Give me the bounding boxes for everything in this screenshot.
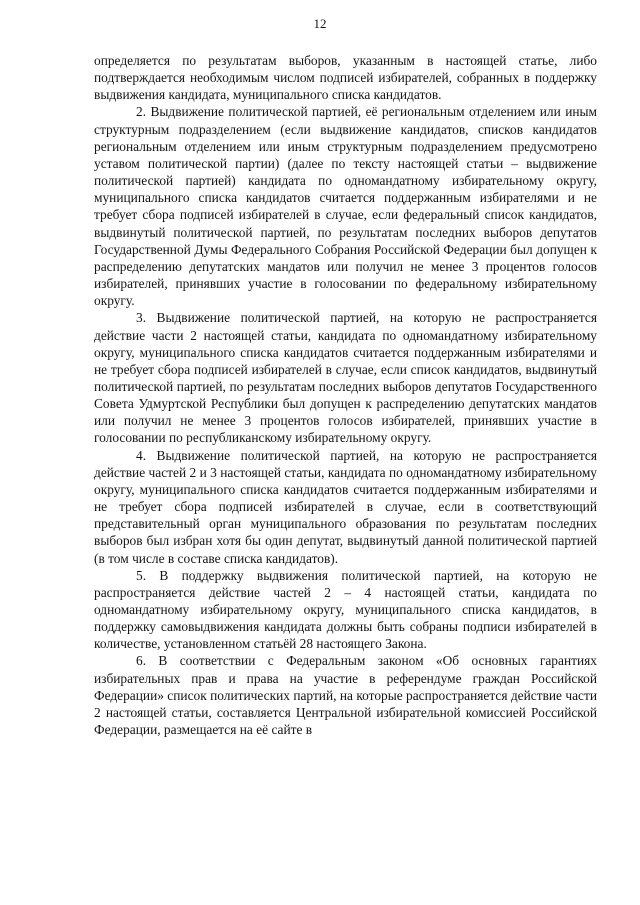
paragraph-5: 5. В поддержку выдвижения политической партией, на которую не распространяется действие частей 2 – 4 настоящей статьи, кандидата по одномандатному избирательному округу, муниципального списка кандидатов, в поддержку самовыдвижения кандидата должны быть собраны подписи избирателей в количестве, установленном статьёй 28 настоящего Закона. [94, 567, 597, 652]
document-body [94, 52, 597, 738]
paragraph-4: 4. Выдвижение политической партией, на которую не распространяется действие частей 2 и 3 настоящей статьи, кандидата по одномандатному избирательному округу, муниципального списка кандидатов считается поддержанным избирателями и не требует сбора подписей избирателей в случае, если в соответствующий представительный орган муниципального образования по результатам последних выборов был избран хотя бы один депутат, выдвинутый данной политической партией (в том числе в составе списка кандидатов). [94, 447, 597, 566]
paragraph-continuation: определяется по результатам выборов, указанным в настоящей статье, либо подтверждается необходимым числом подписей избирателей, собранных в поддержку выдвижения кандидата, муниципального списка кандидатов. [94, 53, 597, 103]
paragraph-3: 3. Выдвижение политической партией, на которую не распространяется действие части 2 настоящей статьи, кандидата по одномандатному избирательному округу, муниципального списка кандидатов считается поддержанным избирателями и не требует сбора подписей избирателей в случае, если список кандидатов, выдвинутый политической партией, по результатам последних выборов депутатов Государственного Совета Удмуртской Республики был допущен к распределению депутатских мандатов или получил не менее 3 процентов голосов избирателей, принявших участие в голосовании по республиканскому избирательному округу. [94, 310, 597, 446]
paragraph-6: 6. В соответствии с Федеральным законом «Об основных гарантиях избирательных прав и права на участие в референдуме граждан Российской Федерации» список политических партий, на которые распространяется действие части 2 настоящей статьи, составляется Центральной избирательной комиссией Российской Федерации, размещается на её сайте в [94, 653, 597, 738]
page-number: 12 [313, 16, 327, 31]
paragraph-2: 2. Выдвижение политической партией, её региональным отделением или иным структурным подразделением (если выдвижение кандидатов, списков кандидатов региональным отделением или иным структурным подразделением предусмотрено уставом политической партии) (далее по тексту настоящей статьи – выдвижение политической партией) кандидата по одномандатному избирательному округу, муниципального списка кандидатов считается поддержанным избирателями и не требует сбора подписей избирателей в случае, если федеральный список кандидатов, выдвинутый политической партией, по результатам последних выборов депутатов Государственной Думы Федерального Собрания Российской Федерации был допущен к распределению депутатских мандатов или получил не менее 3 процентов голосов избирателей, принявших участие в голосовании по федеральному избирательному округу. [94, 104, 597, 309]
